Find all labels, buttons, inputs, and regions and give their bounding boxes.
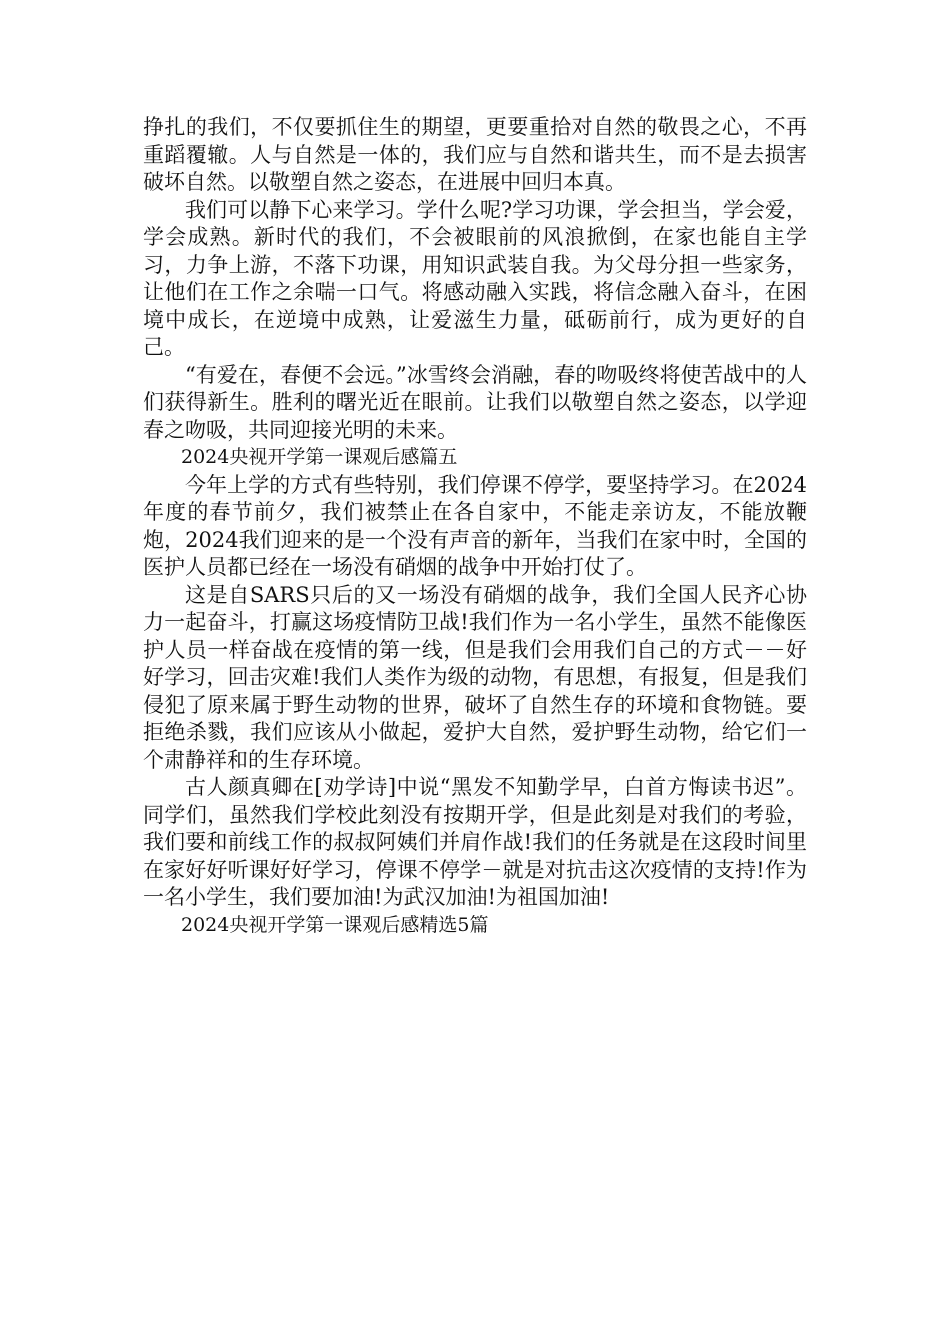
document-body: [143, 114, 807, 939]
paragraph-sars-war: 这是自SARS只后的又一场没有硝烟的战争，我们全国人民齐心协力一起奋斗，打赢这场疫情防卫战!我们作为一名小学生，虽然不能像医护人员一样奋战在疫情的第一线，但是我们会用我们自己的方式－－好好学习，回击灾难!我们人类作为级的动物，有思想，有报复，但是我们侵犯了原来属于野生动物的世界，破坏了自然生存的环境和食物链。要拒绝杀戮，我们应该从小做起，爱护大自然，爱护野生动物，给它们一个肃静祥和的生存环境。: [143, 582, 807, 772]
paragraph-continuation: 挣扎的我们，不仅要抓住生的期望，更要重拾对自然的敬畏之心，不再重蹈覆辙。人与自然是一体的，我们应与自然和谐共生，而不是去损害破坏自然。以敬塑自然之姿态，在进展中回归本真。: [143, 115, 807, 194]
paragraph-yan-zhenqing: 古人颜真卿在[劝学诗]中说“黑发不知勤学早，白首方悔读书迟”。同学们，虽然我们学校此刻没有按期开学，但是此刻是对我们的考验，我们要和前线工作的叔叔阿姨们并肩作战!我们的任务就是在这段时间里在家好好听课好好学习，停课不停学－就是对抗击这次疫情的支持!作为一名小学生，我们要加油!为武汉加油!为祖国加油!: [143, 775, 807, 909]
section-heading-part-five: 2024央视开学第一课观后感篇五: [181, 446, 458, 468]
paragraph-study: 我们可以静下心来学习。学什么呢?学习功课，学会担当，学会爱，学会成熟。新时代的我们，不会被眼前的风浪掀倒，在家也能自主学习，力争上游，不落下功课，用知识武装自我。为父母分担一些家务，让他们在工作之余喘一口气。将感动融入实践，将信念融入奋斗，在困境中成长，在逆境中成熟，让爱滋生力量，砥砺前行，成为更好的自己。: [143, 197, 807, 359]
section-heading-selected-five: 2024央视开学第一课观后感精选5篇: [181, 913, 489, 936]
paragraph-spring: “有爱在，春便不会远。”冰雪终会消融，春的吻吸终将使苦战中的人们获得新生。胜利的曙光近在眼前。让我们以敬塑自然之姿态，以学迎春之吻吸，共同迎接光明的未来。: [143, 362, 807, 442]
paragraph-school-this-year: 今年上学的方式有些特别，我们停课不停学，要坚持学习。在2024年度的春节前夕，我们被禁止在各自家中，不能走亲访友，不能放鞭炮，2024我们迎来的是一个没有声音的新年，当我们在家中时，全国的医护人员都已经在一场没有硝烟的战争中开始打仗了。: [143, 472, 807, 579]
